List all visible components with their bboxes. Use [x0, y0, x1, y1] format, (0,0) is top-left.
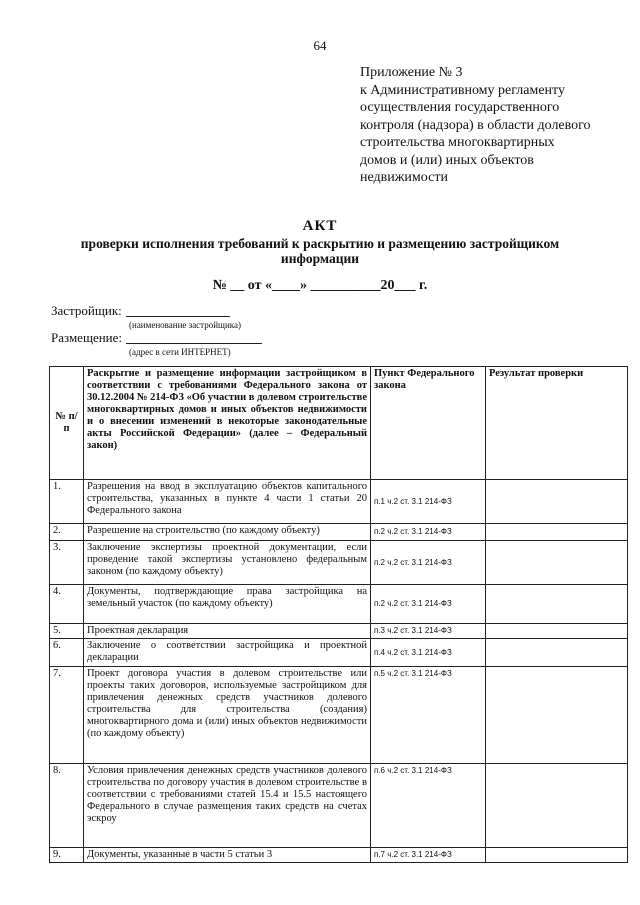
row-point: п.4 ч.2 ст. 3.1 214-ФЗ — [371, 639, 486, 667]
row-point: п.1 ч.2 ст. 3.1 214-ФЗ — [371, 480, 486, 524]
header-point: Пункт Федерального закона — [371, 367, 486, 480]
row-result-cell[interactable] — [486, 541, 628, 585]
table-row — [50, 764, 628, 848]
row-point: п.7 ч.2 ст. 3.1 214-ФЗ — [371, 848, 486, 863]
table-row — [50, 848, 628, 863]
act-table — [49, 366, 628, 863]
page-number: 64 — [313, 38, 327, 53]
row-result-cell[interactable] — [486, 480, 628, 524]
table-header-row — [50, 367, 628, 480]
row-num: 1. — [50, 480, 84, 524]
act-number-line: № __ от «____» __________20___ г. — [212, 278, 428, 293]
developer-field-line[interactable] — [126, 316, 230, 317]
row-num: 4. — [50, 585, 84, 624]
row-result-cell[interactable] — [486, 585, 628, 624]
table-row — [50, 541, 628, 585]
act-title: АКТ — [302, 218, 338, 234]
appendix-line: осуществления государственного — [360, 100, 560, 115]
row-num: 3. — [50, 541, 84, 585]
row-result-cell[interactable] — [486, 624, 628, 639]
row-num: 8. — [50, 764, 84, 848]
row-point: п.2 ч.2 ст. 3.1 214-ФЗ — [371, 541, 486, 585]
header-result: Результат проверки — [486, 367, 628, 480]
table-row — [50, 667, 628, 764]
appendix-block — [360, 64, 630, 187]
row-point: п.2 ч.2 ст. 3.1 214-ФЗ — [371, 585, 486, 624]
row-desc: Документы, подтверждающие права застройщика на земельный участок (по каждому объекту) — [84, 585, 371, 624]
row-desc: Проект договора участия в долевом строительстве или проекты таких договоров, используемые застройщиком для привлечения денежных средств участников долевого строительства для строительства (создания) многоквартирного дома и (или) иных объектов недвижимости (по каждому объекту) — [84, 667, 371, 764]
appendix-line: недвижимости — [360, 170, 448, 185]
row-desc: Условия привлечения денежных средств участников долевого строительства по договору участия в долевом строительстве в соответствии с требованиями статей 15.4 и 15.5 настоящего Федерального в случае размещения таких средств на счетах эскроу — [84, 764, 371, 848]
row-point: п.5 ч.2 ст. 3.1 214-ФЗ — [371, 667, 486, 764]
appendix-line: Приложение № 3 — [360, 65, 463, 80]
act-subtitle: проверки исполнения требований к раскрытию и размещению застройщиком информации — [80, 236, 560, 266]
developer-hint: (наименование застройщика) — [129, 320, 242, 330]
table-row — [50, 624, 628, 639]
table-row — [50, 639, 628, 667]
row-result-cell[interactable] — [486, 848, 628, 863]
table-row — [50, 585, 628, 624]
placement-hint: (адрес в сети ИНТЕРНЕТ) — [129, 347, 231, 357]
row-num: 2. — [50, 524, 84, 541]
placement-label: Размещение: — [51, 330, 123, 345]
row-num: 7. — [50, 667, 84, 764]
row-point: п.3 ч.2 ст. 3.1 214-ФЗ — [371, 624, 486, 639]
appendix-line: контроля (надзора) в области долевого — [360, 117, 591, 133]
row-desc: Разрешения на ввод в эксплуатацию объектов капитального строительства, указанных в пункте 4 части 1 статьи 20 Федерального закона — [84, 480, 371, 524]
table-row — [50, 480, 628, 524]
appendix-line: к Административному регламенту — [360, 82, 565, 98]
row-result-cell[interactable] — [486, 524, 628, 541]
header-disclosure: Раскрытие и размещение информации застройщиком в соответствии с требованиями Федерального закона от 30.12.2004 № 214-ФЗ «Об участии в долевом строительстве многоквартирных домов и иных объектов недвижимости и о внесении изменений в некоторые законодательные акты Российской Федерации» (далее – Федеральный закон) — [84, 367, 371, 480]
row-point: п.2 ч.2 ст. 3.1 214-ФЗ — [371, 524, 486, 541]
row-num: 5. — [50, 624, 84, 639]
appendix-line: строительства многоквартирных — [360, 135, 555, 150]
row-result-cell[interactable] — [486, 639, 628, 667]
row-num: 6. — [50, 639, 84, 667]
row-result-cell[interactable] — [486, 667, 628, 764]
appendix-line: домов и (или) иных объектов — [360, 152, 534, 168]
row-result-cell[interactable] — [486, 764, 628, 848]
row-desc: Разрешение на строительство (по каждому объекту) — [84, 524, 371, 541]
header-num: № п/п — [50, 367, 84, 480]
table-row — [50, 524, 628, 541]
placement-field-line[interactable] — [126, 343, 262, 344]
row-desc: Заключение о соответствии застройщика и проектной декларации — [84, 639, 371, 667]
row-desc: Заключение экспертизы проектной документации, если проведение такой экспертизы установлено федеральным законом (по каждому объекту) — [84, 541, 371, 585]
row-num: 9. — [50, 848, 84, 863]
developer-label: Застройщик: — [51, 303, 122, 318]
row-desc: Документы, указанные в части 5 статьи 3 — [84, 848, 371, 863]
row-point: п.6 ч.2 ст. 3.1 214-ФЗ — [371, 764, 486, 848]
row-desc: Проектная декларация — [84, 624, 371, 639]
